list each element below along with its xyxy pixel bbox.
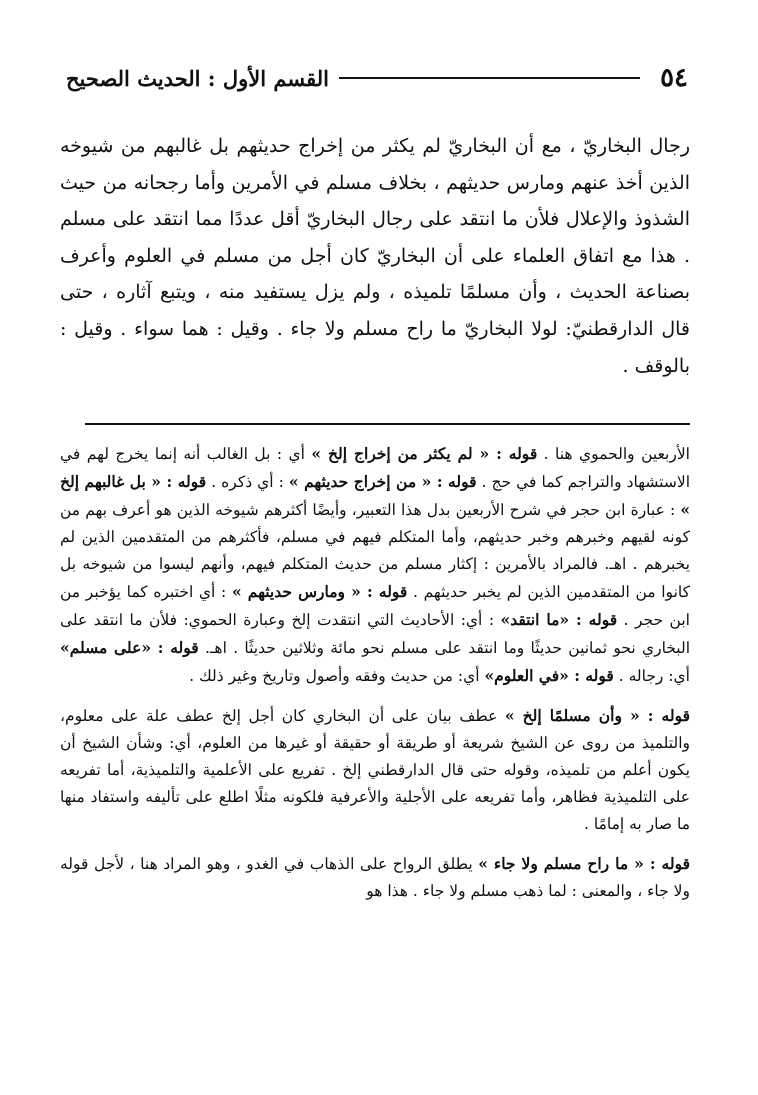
footnote-paragraph — [60, 440, 690, 690]
running-title: القسم الأول : الحديث الصحيح — [66, 65, 329, 91]
footnote-lemma: قوله : « من إخراج حديثهم » — [288, 472, 477, 491]
page-header — [66, 58, 688, 98]
footnote-paragraph — [60, 702, 690, 838]
footnote-text: : عبارة ابن حجر في شرح الأربعين بدل هذا التعبير، وأيضًا أكثرهم شيوخه الذين هو أعرف بهم من كونه لقيهم وخبرهم وخبر حديثهم، وأما المتكلم فيهم في مسلم، فأكثرهم من المتقدمين الذين لم يخبرهم . اهـ. فالمراد بالأمرين : إكثار مسلم من حديث المتكلم فيهم، وأنهم ليسوا من شيوخه بل كانوا من المتقدمين الذين لم يخبر حديثهم . — [60, 501, 690, 601]
footnote-text: عطف بيان على أن البخاري كان أجل إلخ عطف علة على معلوم، والتلميذ من روى عن الشيخ شريعة أو طريقة أو حقيقة أو غيرها من العلوم، أي: وشأن الشيخ أن يكون أعلم من تلميذه، وقوله حتى قال الدارقطني إلخ . تفريع على الأعلمية والتلميذية، أما تفريعه على التلميذية فظاهر، وأما تفريعه على الأجلية والأعرفية فلكونه مثلًا اطلع على تأليفه واستفاد منها ما صار به إمامًا . — [60, 707, 690, 833]
footnote-text: : أي اختبره كما يؤخبر من ابن حجر . — [60, 583, 690, 629]
footnote-text: يطلق الرواح على الذهاب في الغدو ، وهو المراد هنا ، لأجل قوله ولا جاء ، والمعنى : لما ذهب مسلم ولا جاء . هذا هو — [60, 855, 690, 900]
footnote-lemma: قوله : « ومارس حديثهم » — [231, 582, 408, 601]
page-number: ٥٤ — [660, 63, 688, 93]
footnote-text: : أي ذكره . — [206, 473, 289, 491]
footnote-divider — [85, 423, 690, 425]
footnote-text: أي: من حديث وفقه وأصول وتاريخ وغير ذلك . — [189, 667, 485, 685]
footnote-lemma: قوله : « وأن مسلمًا إلخ » — [504, 706, 690, 725]
header-rule — [339, 77, 640, 79]
footnote-text: أي : بل الغالب أنه إنما يخرج لهم في الاستشهاد والتراجم كما في حج . — [60, 445, 690, 491]
footnotes — [60, 440, 690, 917]
footnote-lemma: قوله : « بل غالبهم إلخ » — [60, 472, 690, 519]
footnote-text: أي: رجاله . — [613, 667, 690, 685]
footnote-lemma: قوله : «ما انتقد» — [500, 610, 618, 629]
footnote-lemma: قوله : « ما راح مسلم ولا جاء » — [478, 854, 690, 873]
footnote-text: : أي: الأحاديث التي انتقدت إلخ وعبارة الحموي: فلأن ما انتقد على البخاري نحو ثمانين حديثًا وما انتقد على مسلم نحو مائة وثلاثين حديثًا . اهـ. — [60, 611, 690, 657]
footnote-lemma: قوله : «على مسلم» — [60, 638, 199, 657]
footnote-lemma: قوله : « لم يكثر من إخراج إلخ » — [311, 444, 538, 463]
main-body-text: رجال البخاريّ ، مع أن البخاريّ لم يكثر من إخراج حديثهم بل غالبهم من شيوخه الذين أخذ عنهم ومارس حديثهم ، بخلاف مسلم في الأمرين وأما رجحانه من حيث الشذوذ والإعلال فلأن ما انتقد على رجال البخاريّ أقل عددًا مما انتقد على مسلم . هذا مع اتفاق العلماء على أن البخاريّ كان أجل من مسلم في العلوم وأعرف بصناعة الحديث ، وأن مسلمًا تلميذه ، ولم يزل يستفيد منه ، ويتبع آثاره ، حتى قال الدارقطنيّ: لولا البخاريّ ما راح مسلم ولا جاء . وقيل : هما سواء . وقيل : بالوقف . — [60, 135, 690, 377]
footnote-lemma: قوله : «في العلوم» — [484, 666, 614, 685]
footnote-text: الأربعين والحموي هنا . — [537, 445, 690, 463]
footnote-paragraph — [60, 850, 690, 905]
